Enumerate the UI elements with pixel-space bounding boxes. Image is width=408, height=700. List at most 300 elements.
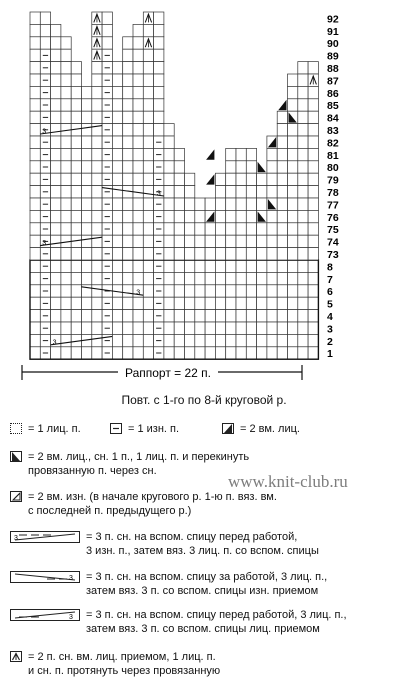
- chart-cell: [226, 223, 236, 235]
- chart-cell: [298, 310, 308, 322]
- chart-cell: [112, 198, 122, 210]
- chart-cell: [308, 161, 318, 173]
- chart-cell: [236, 322, 246, 334]
- chart-cell: [112, 86, 122, 98]
- chart-cell: [288, 260, 298, 272]
- chart-cell: [257, 347, 267, 359]
- chart-cell: [82, 99, 92, 111]
- chart-cell: [133, 148, 143, 160]
- row-number-label: 80: [327, 162, 339, 175]
- chart-cell: [133, 111, 143, 123]
- chart-cell: [82, 124, 92, 136]
- chart-cell: [61, 49, 71, 61]
- chart-cell: [143, 260, 153, 272]
- chart-cell: [226, 210, 236, 222]
- chart-cell: [61, 111, 71, 123]
- chart-cell: [185, 186, 195, 198]
- chart-cell: [215, 310, 225, 322]
- chart-cell: [298, 347, 308, 359]
- chart-cell: [298, 260, 308, 272]
- row-number-label: 83: [327, 125, 339, 137]
- chart-cell: [164, 148, 174, 160]
- chart-cell: [82, 148, 92, 160]
- chart-cell: [112, 334, 122, 346]
- chart-cell: [92, 186, 102, 198]
- chart-cell: [164, 198, 174, 210]
- chart-cell: [154, 49, 164, 61]
- chart-cell: [61, 161, 71, 173]
- chart-cell: [226, 272, 236, 284]
- legend-cable-front-text: = 3 п. сн. на вспом. спицу перед работой, 3 лиц. п., затем вяз. 3 п. со вспом. спицы лиц. приемом: [86, 609, 347, 635]
- chart-cell: [267, 223, 277, 235]
- chart-cell: [112, 136, 122, 148]
- chart-cell: [185, 310, 195, 322]
- chart-cell: [195, 272, 205, 284]
- chart-cell: [143, 124, 153, 136]
- chart-cell: [154, 111, 164, 123]
- purl-symbol-icon: [110, 423, 122, 434]
- k2tog-mark: [278, 100, 286, 110]
- chart-cell: [51, 173, 61, 185]
- chart-cell: [82, 161, 92, 173]
- chart-cell: [51, 272, 61, 284]
- chart-cell: [92, 99, 102, 111]
- chart-cell: [288, 310, 298, 322]
- chart-cell: [288, 334, 298, 346]
- chart-cell: [61, 99, 71, 111]
- chart-cell: [30, 248, 40, 260]
- chart-cell: [195, 248, 205, 260]
- chart-cell: [92, 285, 102, 297]
- chart-cell: [71, 173, 81, 185]
- chart-cell: [205, 334, 215, 346]
- svg-text:3: 3: [69, 614, 73, 620]
- chart-cell: [143, 334, 153, 346]
- chart-cell: [61, 310, 71, 322]
- chart-cell: [112, 62, 122, 74]
- chart-cell: [61, 285, 71, 297]
- chart-cell: [246, 235, 256, 247]
- chart-cell: [143, 173, 153, 185]
- chart-cell: [61, 260, 71, 272]
- chart-cell: [226, 297, 236, 309]
- chart-cell: [154, 62, 164, 74]
- chart-cell: [71, 136, 81, 148]
- repeat-label: Раппорт = 22 п.: [124, 366, 212, 380]
- chart-cell: [277, 248, 287, 260]
- chart-cell: [61, 210, 71, 222]
- chart-cell: [288, 322, 298, 334]
- chart-cell: [92, 136, 102, 148]
- chart-cell: [92, 322, 102, 334]
- chart-cell: [164, 260, 174, 272]
- chart-cell: [174, 186, 184, 198]
- chart-cell: [82, 198, 92, 210]
- chart-cell: [51, 186, 61, 198]
- chart-cell: [92, 198, 102, 210]
- chart-cell: [308, 297, 318, 309]
- chart-cell: [92, 86, 102, 98]
- chart-cell: [112, 310, 122, 322]
- row-number-label: 75: [327, 224, 339, 237]
- chart-cell: [61, 223, 71, 235]
- chart-cell: [164, 124, 174, 136]
- chart-cell: [174, 347, 184, 359]
- chart-cell: [112, 235, 122, 247]
- chart-cell: [185, 322, 195, 334]
- chart-cell: [123, 272, 133, 284]
- chart-cell: [174, 173, 184, 185]
- chart-cell: [51, 62, 61, 74]
- chart-cell: [51, 297, 61, 309]
- chart-cell: [298, 272, 308, 284]
- chart-cell: [123, 124, 133, 136]
- chart-cell: [288, 347, 298, 359]
- row-number-label: 78: [327, 187, 339, 199]
- chart-cell: [267, 173, 277, 185]
- chart-cell: [112, 210, 122, 222]
- cable-count-label: 3: [42, 240, 47, 248]
- chart-cell: [154, 12, 164, 24]
- chart-cell: [288, 74, 298, 86]
- chart-cell: [71, 186, 81, 198]
- chart-cell: [92, 161, 102, 173]
- chart-cell: [143, 49, 153, 61]
- chart-cell: [112, 260, 122, 272]
- chart-cell: [143, 297, 153, 309]
- chart-cell: [82, 210, 92, 222]
- chart-cell: [61, 297, 71, 309]
- chart-cell: [308, 223, 318, 235]
- chart-cell: [30, 186, 40, 198]
- chart-cell: [82, 173, 92, 185]
- chart-cell: [174, 198, 184, 210]
- chart-cell: [133, 297, 143, 309]
- chart-cell: [71, 210, 81, 222]
- chart-cell: [71, 248, 81, 260]
- chart-cell: [102, 12, 112, 24]
- chart-cell: [226, 235, 236, 247]
- chart-cell: [277, 161, 287, 173]
- chart-cell: [92, 297, 102, 309]
- cable-count-label: 3: [136, 289, 141, 297]
- chart-cell: [236, 235, 246, 247]
- chart-cell: [277, 124, 287, 136]
- chart-cell: [92, 148, 102, 160]
- chart-cell: [174, 322, 184, 334]
- chart-cell: [164, 322, 174, 334]
- chart-cell: [288, 124, 298, 136]
- chart-cell: [246, 148, 256, 160]
- chart-cell: [267, 347, 277, 359]
- chart-cell: [267, 285, 277, 297]
- legend-cable-front-purl-text: = 3 п. сн. на вспом. спицу перед работой, 3 изн. п., затем вяз. 3 лиц. п. со вспом. спицы: [86, 531, 319, 557]
- cable-front-purl-symbol-icon: [10, 531, 80, 543]
- chart-cell: [298, 248, 308, 260]
- chart-cell: [308, 334, 318, 346]
- chart-cell: [133, 347, 143, 359]
- chart-cell: [215, 198, 225, 210]
- chart-cell: [123, 62, 133, 74]
- chart-cell: [123, 285, 133, 297]
- chart-cell: [51, 74, 61, 86]
- row-number-label: 77: [327, 199, 339, 212]
- chart-cell: [246, 347, 256, 359]
- row-number-label: 90: [327, 38, 339, 51]
- chart-cell: [257, 173, 267, 185]
- chart-cell: [308, 136, 318, 148]
- chart-cell: [257, 334, 267, 346]
- chart-cell: [195, 285, 205, 297]
- chart-cell: [277, 334, 287, 346]
- chart-cell: [133, 62, 143, 74]
- chart-cell: [92, 310, 102, 322]
- legend-k2tog-text: = 2 вм. лиц.: [240, 423, 300, 435]
- chart-cell: [82, 297, 92, 309]
- chart-cell: [133, 322, 143, 334]
- chart-cell: [82, 111, 92, 123]
- chart-cell: [236, 260, 246, 272]
- chart-cell: [30, 260, 40, 272]
- chart-cell: [154, 24, 164, 36]
- cable-back-symbol-icon: [10, 571, 80, 583]
- chart-cell: [61, 186, 71, 198]
- chart-cell: [164, 272, 174, 284]
- chart-cell: [257, 260, 267, 272]
- chart-cell: [30, 49, 40, 61]
- chart-cell: [298, 235, 308, 247]
- chart-cell: [123, 235, 133, 247]
- chart-cell: [92, 260, 102, 272]
- chart-cell: [51, 86, 61, 98]
- chart-cell: [61, 173, 71, 185]
- chart-cell: [185, 248, 195, 260]
- chart-cell: [30, 210, 40, 222]
- chart-cell: [288, 148, 298, 160]
- row-number-label: 88: [327, 63, 339, 75]
- chart-cell: [30, 111, 40, 123]
- chart-cell: [154, 86, 164, 98]
- chart-cell: [30, 161, 40, 173]
- chart-cell: [123, 161, 133, 173]
- chart-cell: [308, 272, 318, 284]
- row-number-label: 81: [327, 149, 339, 162]
- chart-cell: [236, 347, 246, 359]
- chart-cell: [185, 334, 195, 346]
- chart-cell: [164, 248, 174, 260]
- chart-cell: [51, 111, 61, 123]
- chart-cell: [298, 297, 308, 309]
- chart-cell: [215, 347, 225, 359]
- chart-cell: [195, 210, 205, 222]
- chart-cell: [61, 322, 71, 334]
- chart-cell: [288, 235, 298, 247]
- chart-cell: [112, 322, 122, 334]
- chart-cell: [246, 334, 256, 346]
- chart-cell: [298, 62, 308, 74]
- chart-cell: [51, 49, 61, 61]
- chart-cell: [288, 86, 298, 98]
- chart-cell: [277, 186, 287, 198]
- row-number-label: 6: [327, 286, 333, 299]
- chart-cell: [267, 260, 277, 272]
- chart-cell: [298, 148, 308, 160]
- chart-cell: [185, 347, 195, 359]
- chart-cell: [133, 310, 143, 322]
- chart-cell: [298, 111, 308, 123]
- chart-cell: [51, 161, 61, 173]
- chart-cell: [92, 62, 102, 74]
- chart-cell: [143, 347, 153, 359]
- cable-count-label: 3: [42, 128, 47, 136]
- chart-cell: [257, 297, 267, 309]
- chart-cell: [112, 347, 122, 359]
- legend-cable-back-text: = 3 п. сн. на вспом. спицу за работой, 3 лиц. п., затем вяз. 3 п. со вспом. спицы изн. приемом: [86, 571, 328, 597]
- chart-cell: [257, 285, 267, 297]
- row-number-label: 84: [327, 112, 339, 125]
- chart-cell: [267, 235, 277, 247]
- chart-cell: [246, 322, 256, 334]
- chart-cell: [30, 173, 40, 185]
- chart-cell: [112, 248, 122, 260]
- chart-cell: [30, 310, 40, 322]
- p2tog-symbol-icon: [10, 491, 22, 502]
- chart-cell: [277, 285, 287, 297]
- chart-cell: [40, 24, 50, 36]
- chart-cell: [236, 310, 246, 322]
- chart-cell: [267, 322, 277, 334]
- chart-cell: [123, 248, 133, 260]
- chart-cell: [257, 272, 267, 284]
- chart-cell: [71, 62, 81, 74]
- chart-cell: [51, 124, 61, 136]
- chart-cell: [30, 74, 40, 86]
- chart-cell: [195, 310, 205, 322]
- chart-cell: [82, 248, 92, 260]
- chart-cell: [205, 198, 215, 210]
- chart-cell: [215, 248, 225, 260]
- chart-cell: [185, 210, 195, 222]
- chart-cell: [164, 210, 174, 222]
- chart-cell: [51, 24, 61, 36]
- chart-cell: [236, 272, 246, 284]
- chart-cell: [143, 310, 153, 322]
- chart-cell: [185, 297, 195, 309]
- chart-cell: [143, 223, 153, 235]
- chart-cell: [92, 248, 102, 260]
- chart-cell: [123, 111, 133, 123]
- chart-cell: [40, 37, 50, 49]
- chart-cell: [308, 186, 318, 198]
- chart-cell: [143, 322, 153, 334]
- row-number-label: 89: [327, 50, 339, 63]
- chart-cell: [51, 310, 61, 322]
- chart-cell: [133, 248, 143, 260]
- chart-cell: [226, 260, 236, 272]
- row-number-label: 4: [327, 311, 333, 323]
- chart-cell: [185, 173, 195, 185]
- chart-cell: [205, 248, 215, 260]
- chart-cell: [267, 248, 277, 260]
- chart-cell: [133, 24, 143, 36]
- chart-cell: [30, 285, 40, 297]
- chart-cell: [164, 297, 174, 309]
- chart-cell: [143, 272, 153, 284]
- chart-cell: [308, 198, 318, 210]
- chart-cell: [205, 297, 215, 309]
- row-number-column: [327, 13, 339, 360]
- chart-cell: [123, 198, 133, 210]
- chart-cell: [143, 148, 153, 160]
- chart-cell: [185, 272, 195, 284]
- chart-cell: [226, 347, 236, 359]
- chart-cell: [133, 161, 143, 173]
- chart-cell: [123, 223, 133, 235]
- chart-cell: [30, 334, 40, 346]
- chart-cell: [112, 99, 122, 111]
- chart-cell: [143, 210, 153, 222]
- chart-cell: [133, 49, 143, 61]
- chart-cell: [30, 37, 40, 49]
- chart-cell: [51, 235, 61, 247]
- chart-cell: [143, 24, 153, 36]
- chart-cell: [51, 210, 61, 222]
- chart-cell: [267, 310, 277, 322]
- chart-cell: [267, 334, 277, 346]
- chart-cell: [236, 198, 246, 210]
- chart-cell: [133, 37, 143, 49]
- cable-count-label: 3: [156, 190, 161, 198]
- chart-cell: [298, 74, 308, 86]
- chart-cell: [154, 37, 164, 49]
- chart-cell: [226, 148, 236, 160]
- row-number-label: 87: [327, 75, 339, 88]
- chart-cell: [154, 99, 164, 111]
- row-number-label: 8: [327, 261, 333, 274]
- chart-cell: [133, 99, 143, 111]
- chart-cell: [143, 161, 153, 173]
- chart-cell: [298, 136, 308, 148]
- chart-cell: [123, 49, 133, 61]
- chart-cell: [164, 347, 174, 359]
- chart-cell: [308, 310, 318, 322]
- chart-cell: [236, 173, 246, 185]
- chart-cell: [30, 62, 40, 74]
- chart-cell: [61, 334, 71, 346]
- chart-cell: [277, 272, 287, 284]
- chart-cell: [123, 310, 133, 322]
- chart-cell: [308, 347, 318, 359]
- chart-cell: [51, 198, 61, 210]
- chart-cell: [195, 334, 205, 346]
- chart-cell: [205, 285, 215, 297]
- chart-cell: [288, 272, 298, 284]
- chart-cell: [205, 223, 215, 235]
- chart-cell: [246, 272, 256, 284]
- chart-cell: [133, 124, 143, 136]
- chart-cell: [92, 173, 102, 185]
- cable-count-label: 3: [52, 339, 57, 347]
- chart-cell: [174, 210, 184, 222]
- chart-cell: [51, 99, 61, 111]
- chart-cell: [71, 86, 81, 98]
- chart-cell: [82, 272, 92, 284]
- row-number-label: 7: [327, 273, 333, 286]
- chart-cell: [164, 310, 174, 322]
- chart-cell: [288, 173, 298, 185]
- chart-cell: [277, 297, 287, 309]
- chart-cell: [308, 248, 318, 260]
